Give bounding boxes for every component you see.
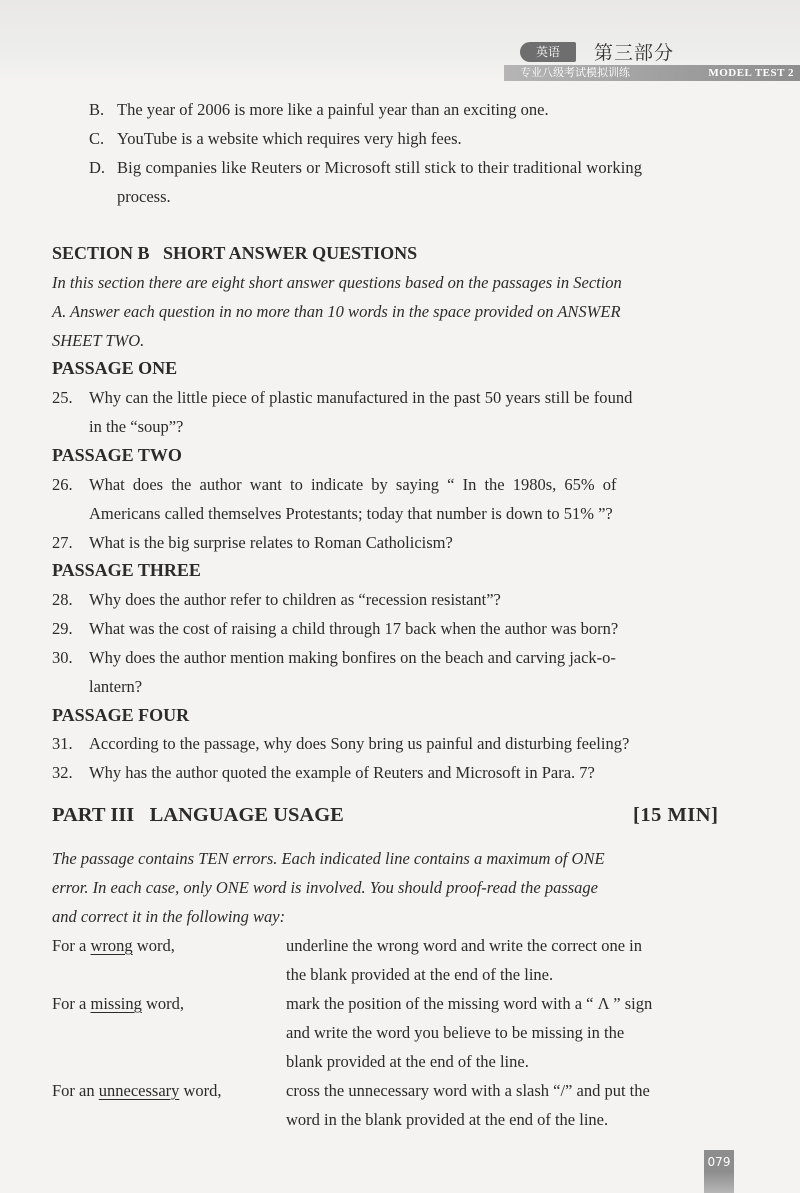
rule-label-word: wrong [90,936,133,955]
rule-label-word: missing [90,994,142,1013]
part-three-title: PART III LANGUAGE USAGE [52,804,344,826]
question-number: 29. [52,619,73,638]
part-three-instruction: The passage contains TEN errors. Each indicated line contains a maximum of ONE [52,849,605,868]
rule-desc: word in the blank provided at the end of the line. [286,1110,609,1129]
rule-desc: and write the word you believe to be missing in the [286,1023,625,1042]
question-text: Why does the author mention making bonfires on the beach and carving jack-o- [89,648,616,667]
question-number: 32. [52,763,73,782]
option-text: Big companies like Reuters or Microsoft still stick to their traditional working [117,158,643,177]
rule-label-unnecessary [52,1081,222,1101]
option-label: B. [89,100,105,119]
section-b-instruction: In this section there are eight short answer questions based on the passages in Section [52,273,622,292]
rule-label-missing [52,994,184,1014]
passage-heading: PASSAGE ONE [52,358,178,378]
part-three-instruction: error. In each case, only ONE word is involved. You should proof-read the passage [52,878,598,897]
section-b-instruction: SHEET TWO. [52,331,145,350]
question-text-cont: in the “soup”? [89,417,184,436]
option-label: D. [89,158,106,177]
rule-label-wrong [52,936,175,956]
question-text: Why does the author refer to children as “recession resistant”? [89,590,501,609]
question-number: 25. [52,388,73,407]
header-strip-cn: 专业八级考试模拟训练 [520,66,630,79]
question-text-cont: lantern? [89,677,143,696]
option-text: YouTube is a website which requires very high fees. [117,129,462,148]
rule-label-post: word, [141,994,185,1013]
question-text: What was the cost of raising a child through 17 back when the author was born? [89,619,619,638]
question-text: Why has the author quoted the example of Reuters and Microsoft in Para. 7? [89,763,595,782]
rule-desc: underline the wrong word and write the correct one in [286,936,642,955]
question-number: 27. [52,533,73,552]
question-text-cont: Americans called themselves Protestants; today that number is down to 51% ”? [89,504,613,523]
rule-label-pre: For an [52,1081,99,1100]
rule-desc: the blank provided at the end of the line. [286,965,554,984]
header-tag: 英语 [520,42,576,62]
question-text: What is the big surprise relates to Roman Catholicism? [89,533,453,552]
rule-desc: cross the unnecessary word with a slash “/” and put the [286,1081,650,1100]
section-b-instruction: A. Answer each question in no more than 10 words in the space provided on ANSWER [52,302,621,321]
header-strip [504,65,800,81]
question-number: 26. [52,475,73,494]
rule-label-pre: For a [52,994,91,1013]
rule-desc: mark the position of the missing word with a “ Λ ” sign [286,994,653,1013]
question-number: 28. [52,590,73,609]
passage-heading: PASSAGE FOUR [52,705,190,725]
option-text: The year of 2006 is more like a painful year than an exciting one. [117,100,549,119]
question-number: 30. [52,648,73,667]
option-text-cont: process. [117,187,171,206]
question-number: 31. [52,734,73,753]
header-part-title: 第三部分 [594,42,675,64]
rule-label-post: word, [179,1081,222,1100]
page-number: 079 [704,1150,734,1193]
option-label: C. [89,129,105,148]
part-three-instruction: and correct it in the following way: [52,907,286,926]
passage-heading: PASSAGE THREE [52,560,201,580]
rule-desc: blank provided at the end of the line. [286,1052,529,1071]
section-b-title: SECTION B SHORT ANSWER QUESTIONS [52,243,418,263]
rule-label-post: word, [132,936,175,955]
header-strip-en: MODEL TEST 2 [708,67,794,79]
part-three-time: [15 MIN] [633,804,719,826]
question-text: According to the passage, why does Sony bring us painful and disturbing feeling? [89,734,630,753]
passage-heading: PASSAGE TWO [52,445,182,465]
rule-label-pre: For a [52,936,91,955]
question-text: Why can the little piece of plastic manufactured in the past 50 years still be found [89,388,633,407]
question-text: What does the author want to indicate by saying “ In the 1980s, 65% of [89,475,617,494]
rule-label-word: unnecessary [98,1081,180,1100]
